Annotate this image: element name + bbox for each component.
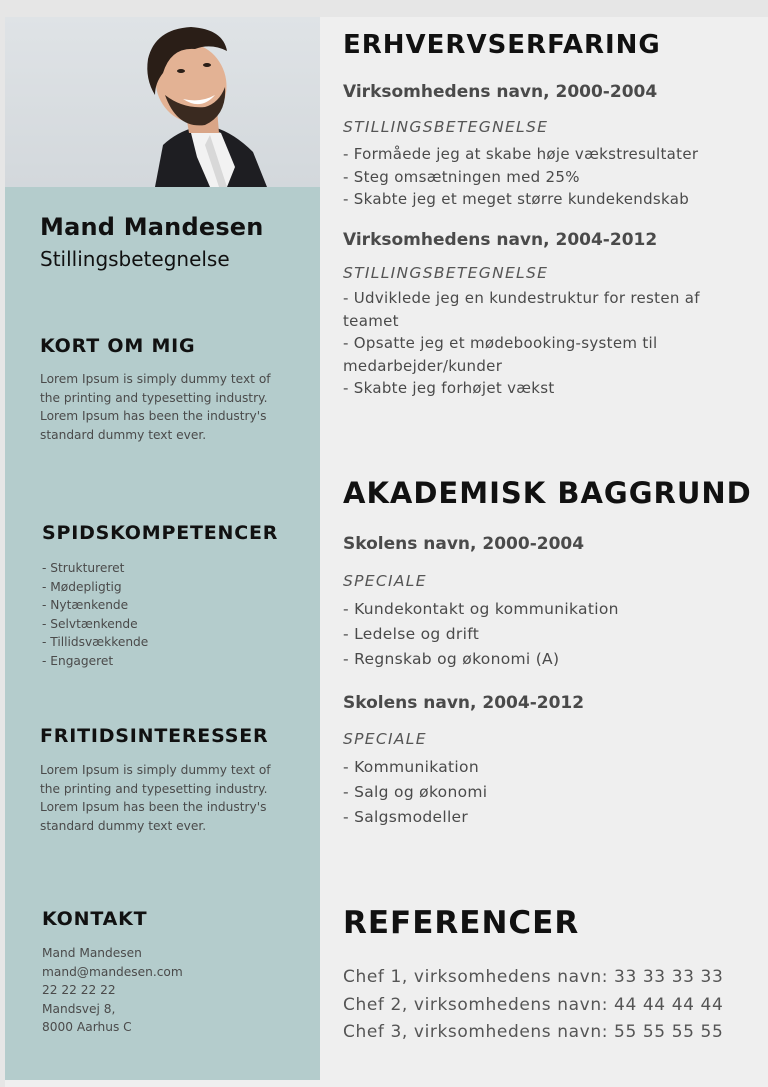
school-bullets xyxy=(343,597,723,672)
job-bullets xyxy=(343,287,723,400)
references-heading: REFERENCER xyxy=(343,905,580,941)
job-bullet: - Formåede jeg at skabe høje vækstresultater xyxy=(343,145,699,163)
person-role: Stillingsbetegnelse xyxy=(40,247,230,271)
hobbies-text: Lorem Ipsum is simply dummy text of the printing and typesetting industry. Lorem Ipsum has been the industry's standard dummy text ever. xyxy=(40,763,271,833)
school-bullet: - Kommunikation xyxy=(343,758,479,776)
profile-photo xyxy=(5,17,320,187)
school-bullet: - Salgsmodeller xyxy=(343,808,469,826)
job-title: STILLINGSBETEGNELSE xyxy=(343,118,549,136)
job-company: Virksomhedens navn, 2000-2004 xyxy=(343,82,658,102)
school-title: SPECIALE xyxy=(343,730,427,748)
education-heading: AKADEMISK BAGGRUND xyxy=(343,476,752,510)
job-bullets xyxy=(343,143,723,211)
school-bullet: - Kundekontakt og kommunikation xyxy=(343,600,619,618)
job-bullet: - Udviklede jeg en kundestruktur for resten af teamet xyxy=(343,289,700,330)
school-bullets xyxy=(343,755,723,830)
job-bullet: - Skabte jeg et meget større kundekendskab xyxy=(343,190,690,208)
skill-item: - Selvtænkende xyxy=(42,616,138,631)
job-title: STILLINGSBETEGNELSE xyxy=(343,264,549,282)
contact-name: Mand Mandesen xyxy=(42,946,142,960)
references-list xyxy=(343,964,723,1047)
job-bullet: - Steg omsætningen med 25% xyxy=(343,167,580,186)
contact-city: 8000 Aarhus C xyxy=(42,1020,132,1034)
person-name: Mand Mandesen xyxy=(40,213,264,241)
reference-item: Chef 2, virksomhedens navn: 44 44 44 44 xyxy=(343,994,724,1015)
skill-item: - Nytænkende xyxy=(42,598,129,612)
school-title: SPECIALE xyxy=(343,572,427,590)
hobbies-heading: FRITIDSINTERESSER xyxy=(40,725,269,747)
skills-heading: SPIDSKOMPETENCER xyxy=(42,522,279,544)
school-bullet: - Salg og økonomi xyxy=(343,783,488,801)
skill-item: - Mødepligtig xyxy=(42,579,122,594)
contact-email[interactable]: mand@mandesen.com xyxy=(42,964,183,979)
school-bullet: - Ledelse og drift xyxy=(343,625,480,643)
school-name: Skolens navn, 2004-2012 xyxy=(343,693,585,713)
contact-heading: KONTAKT xyxy=(42,908,148,930)
job-company: Virksomhedens navn, 2004-2012 xyxy=(343,230,658,250)
job-bullet: - Skabte jeg forhøjet vækst xyxy=(343,379,555,397)
contact-phone: 22 22 22 22 xyxy=(42,983,116,997)
skills-list xyxy=(42,559,148,670)
skill-item: - Tillidsvækkende xyxy=(42,635,149,649)
contact-list xyxy=(42,944,183,1037)
job-bullet: - Opsatte jeg et mødebooking-system til medarbejder/kunder xyxy=(343,334,658,375)
reference-item: Chef 1, virksomhedens navn: 33 33 33 33 xyxy=(343,967,724,987)
about-text: Lorem Ipsum is simply dummy text of the printing and typesetting industry. Lorem Ipsum has been the industry's standard dummy text ever. xyxy=(40,372,271,442)
skill-item: - Engageret xyxy=(42,653,114,668)
skill-item: - Struktureret xyxy=(42,561,125,575)
reference-item: Chef 3, virksomhedens navn: 55 55 55 55 xyxy=(343,1022,724,1042)
experience-heading: ERHVERVSERFARING xyxy=(343,30,661,60)
contact-address: Mandsvej 8, xyxy=(42,1001,116,1016)
about-heading: KORT OM MIG xyxy=(40,335,196,357)
school-bullet: - Regnskab og økonomi (A) xyxy=(343,650,560,668)
school-name: Skolens navn, 2000-2004 xyxy=(343,534,585,554)
